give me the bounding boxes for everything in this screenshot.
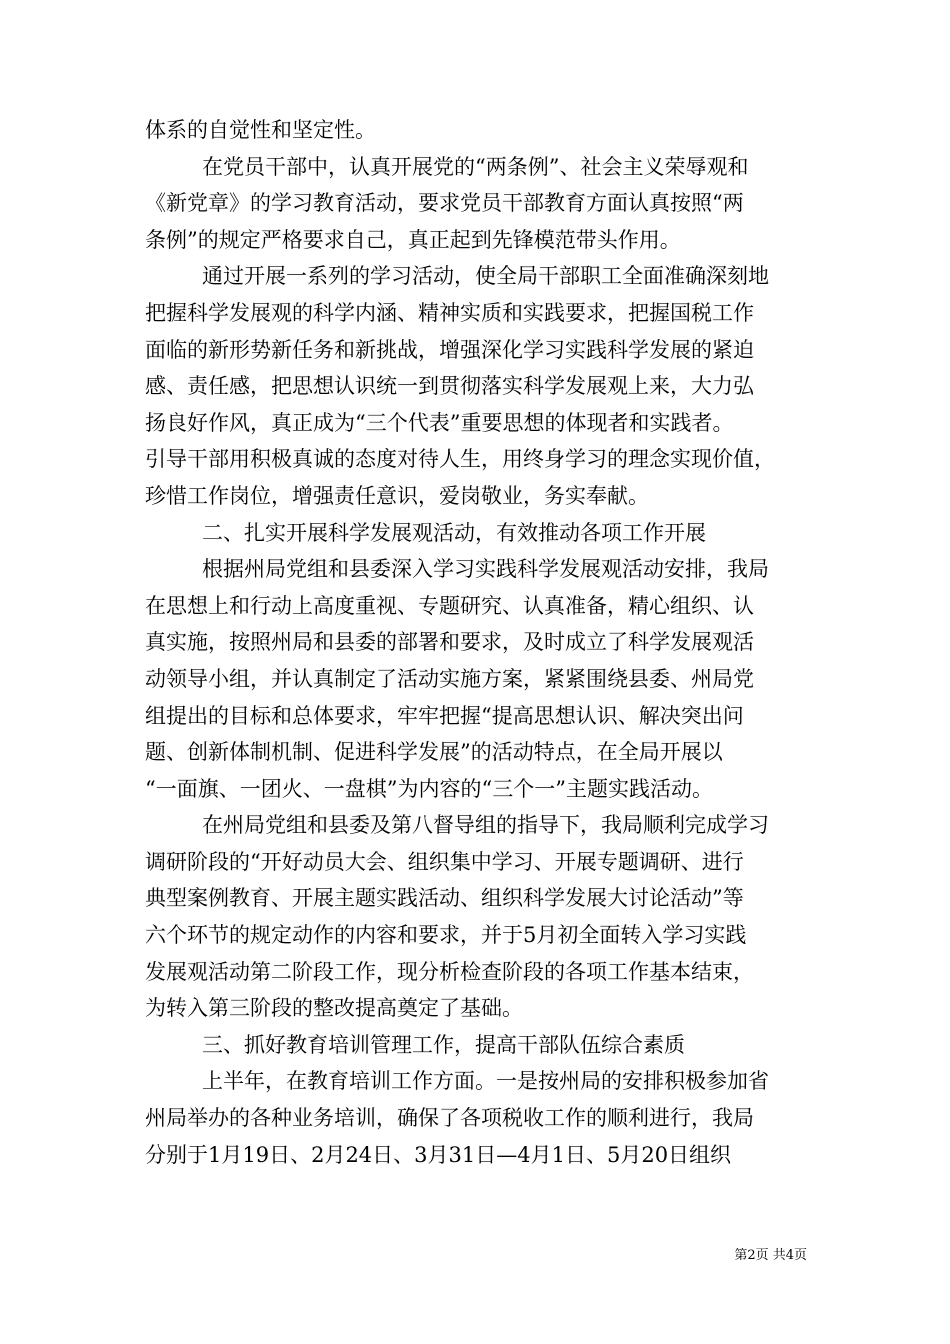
text-line: 动领导小组，并认真制定了活动实施方案，紧紧围绕县委、州局党: [145, 666, 754, 691]
text-line: 扬良好作风，真正成为“三个代表”重要思想的体现者和实践者。: [145, 410, 734, 435]
text-line: 条例”的规定严格要求自己，真正起到先锋模范带头作用。: [145, 227, 681, 252]
text-line: 在思想上和行动上高度重视、专题研究、认真准备，精心组织、认: [145, 593, 754, 618]
text-line: 上半年，在教育培训工作方面。一是按州局的安排积极参加省: [202, 1069, 769, 1094]
text-line: 珍惜工作岗位，增强责任意识，爱岗敬业，务实奉献。: [145, 483, 649, 508]
text-line: 《新党章》的学习教育活动，要求党员干部教育方面认真按照“两: [145, 191, 744, 216]
text-line: 通过开展一系列的学习活动，使全局干部职工全面准确深刻地: [202, 264, 769, 289]
text-line: 为转入第三阶段的整改提高奠定了基础。: [145, 996, 523, 1021]
text-line: “一面旗、一团火、一盘棋”为内容的“三个一”主题实践活动。: [145, 776, 713, 801]
text-line: 三、抓好教育培训管理工作，提高干部队伍综合素质: [202, 1032, 685, 1057]
text-line: 分别于1月19日、2月24日、3月31日—4月1日、5月20日组织: [145, 1142, 732, 1167]
text-line: 在党员干部中，认真开展党的“两条例”、社会主义荣辱观和: [202, 154, 749, 179]
text-line: 真实施，按照州局和县委的部署和要求，及时成立了科学发展观活: [145, 630, 754, 655]
text-line: 根据州局党组和县委深入学习实践科学发展观活动安排，我局: [202, 557, 769, 582]
text-line: 把握科学发展观的科学内涵、精神实质和实践要求，把握国税工作: [145, 300, 754, 325]
text-line: 引导干部用积极真诚的态度对待人生，用终身学习的理念实现价值，: [145, 447, 775, 472]
text-line: 感、责任感，把思想认识统一到贯彻落实科学发展观上来，大力弘: [145, 374, 754, 399]
page-number-footer: 第2页 共4页: [734, 1248, 807, 1263]
text-line: 在州局党组和县委及第八督导组的指导下，我局顺利完成学习: [202, 813, 769, 838]
text-line: 六个环节的规定动作的内容和要求，并于5月初全面转入学习实践: [145, 923, 747, 948]
text-line: 面临的新形势新任务和新挑战，增强深化学习实践科学发展的紧迫: [145, 337, 754, 362]
text-line: 组提出的目标和总体要求，牢牢把握“提高思想认识、解决突出问: [145, 703, 744, 728]
text-line: 发展观活动第二阶段工作，现分析检查阶段的各项工作基本结束，: [145, 959, 754, 984]
document-body: [145, 112, 807, 1173]
text-line: 州局举办的各种业务培训，确保了各项税收工作的顺利进行，我局: [145, 1106, 754, 1131]
text-line: 调研阶段的“开好动员大会、组织集中学习、开展专题调研、进行: [145, 849, 744, 874]
text-line: 题、创新体制机制、促进科学发展”的活动特点，在全局开展以: [145, 740, 723, 765]
text-line: 典型案例教育、开展主题实践活动、组织科学发展大讨论活动”等: [145, 886, 744, 911]
text-line: 体系的自觉性和坚定性。: [145, 118, 376, 142]
text-line: 二、扎实开展科学发展观活动，有效推动各项工作开展: [202, 520, 706, 545]
